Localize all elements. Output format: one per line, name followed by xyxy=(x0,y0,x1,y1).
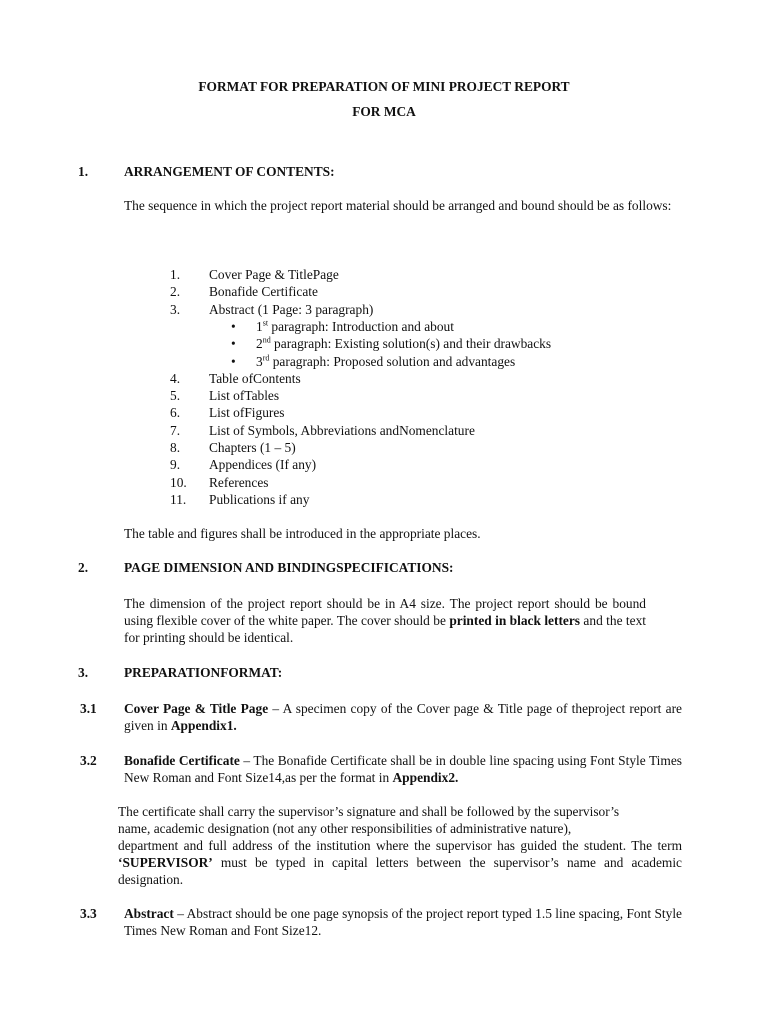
section-2-bold-text: printed in black letters xyxy=(449,613,581,628)
contents-item-label: Appendices (If any) xyxy=(209,457,317,473)
contents-item-number: 5. xyxy=(170,388,181,404)
bullet-icon: • xyxy=(231,336,236,352)
section-3-heading: PREPARATIONFORMAT: xyxy=(124,665,283,680)
contents-item-number: 2. xyxy=(170,284,181,300)
subsection-3-1-title: Cover Page & Title Page xyxy=(124,701,269,716)
section-2-number: 2. xyxy=(78,560,89,575)
contents-item-number: 6. xyxy=(170,405,181,421)
subsection-3-2-paragraph xyxy=(124,752,682,786)
subsection-3-1-number: 3.1 xyxy=(80,701,97,716)
subsection-3-2-number: 3.2 xyxy=(80,753,97,768)
contents-item-label: List ofTables xyxy=(209,388,280,404)
bullet-icon: • xyxy=(231,318,236,334)
section-2-heading: PAGE DIMENSION AND BINDINGSPECIFICATIONS: xyxy=(124,560,454,575)
contents-item-number: 1. xyxy=(170,267,181,282)
certificate-text-b: must be typed in capital letters between the supervisor’s name and academic designation. xyxy=(118,855,682,887)
certificate-text-a: department and full address of the institution where the supervisor has guided the student. The term xyxy=(118,838,682,853)
contents-item-number: 7. xyxy=(170,422,181,438)
bullet-text: paragraph: Introduction and about xyxy=(268,318,454,334)
section-1-number: 1. xyxy=(78,164,89,179)
subsection-3-1-paragraph xyxy=(124,700,682,734)
bullet-text: paragraph: Existing solution(s) and their drawbacks xyxy=(270,336,552,352)
bullet-ordinal-number: 2 xyxy=(256,336,263,352)
contents-item-label: Chapters (1 – 5) xyxy=(209,440,296,455)
bullet-ordinal-suffix: nd xyxy=(262,335,271,345)
section-1-intro: The sequence in which the project report material should be arranged and bound should be as follows: xyxy=(124,198,672,213)
contents-item-label: References xyxy=(209,474,269,490)
bullet-ordinal-number: 3 xyxy=(256,353,263,369)
section-1-closing: The table and figures shall be introduced in the appropriate places. xyxy=(124,526,481,541)
contents-item-label: List of Symbols, Abbreviations andNomenclature xyxy=(209,422,475,438)
subsection-3-1-appendix-ref: Appendix1. xyxy=(170,718,237,733)
section-2-paragraph xyxy=(124,595,646,646)
abstract-paragraph-bullet xyxy=(256,318,454,335)
subsection-3-3-title: Abstract xyxy=(124,906,174,921)
contents-item-number: 4. xyxy=(170,370,181,386)
certificate-paragraph-rest xyxy=(118,837,682,888)
subsection-3-1-text: – A specimen copy of the Cover page & Title page of theproject report are given in xyxy=(124,701,682,733)
certificate-line-2: name, academic designation (not any other responsibilities of administrative nature), xyxy=(118,821,572,836)
bullet-text: paragraph: Proposed solution and advantages xyxy=(269,353,516,369)
contents-item-number: 10. xyxy=(170,474,187,490)
subsection-3-3-text: – Abstract should be one page synopsis of the project report typed 1.5 line spacing, Font Style Times New Roman and Font Size12. xyxy=(124,906,682,938)
abstract-paragraph-bullet xyxy=(256,353,515,370)
abstract-paragraph-bullet xyxy=(256,335,551,352)
contents-item-number: 8. xyxy=(170,440,181,455)
subsection-3-3-paragraph xyxy=(124,905,682,939)
certificate-supervisor-term: ‘SUPERVISOR’ xyxy=(118,855,213,870)
document-title: FORMAT FOR PREPARATION OF MINI PROJECT REPORT xyxy=(198,79,570,94)
contents-item-number: 11. xyxy=(170,491,187,507)
contents-item-number: 9. xyxy=(170,457,181,473)
section-3-number: 3. xyxy=(78,665,89,680)
bullet-ordinal-number: 1 xyxy=(256,318,263,334)
section-1-heading: ARRANGEMENT OF CONTENTS: xyxy=(124,164,335,179)
bullet-ordinal-suffix: st xyxy=(262,318,269,328)
subsection-3-3-number: 3.3 xyxy=(80,906,97,921)
contents-item-label: Publications if any xyxy=(209,491,310,507)
contents-item-label: Cover Page & TitlePage xyxy=(209,267,339,282)
contents-item-label: Bonafide Certificate xyxy=(209,284,318,300)
bullet-icon: • xyxy=(231,353,236,369)
section-2-text-b: and the text for printing should be identical. xyxy=(124,613,646,645)
subsection-3-2-title: Bonafide Certificate xyxy=(124,753,240,768)
bullet-ordinal-suffix: rd xyxy=(262,353,270,363)
section-2-text-a: The dimension of the project report should be in A4 size. The project report should be bound using flexible cover of the white paper. The cover should be xyxy=(124,596,646,628)
contents-item-number: 3. xyxy=(170,301,181,317)
document-subtitle: FOR MCA xyxy=(352,104,416,119)
contents-item-label: List ofFigures xyxy=(209,405,285,421)
subsection-3-2-text: – The Bonafide Certificate shall be in double line spacing using Font Style Times New Roman and Font Size14,as per the format in xyxy=(124,753,682,785)
contents-item-label: Abstract (1 Page: 3 paragraph) xyxy=(209,301,374,317)
certificate-line-1: The certificate shall carry the supervisor’s signature and shall be followed by the supervisor’s xyxy=(118,804,620,819)
subsection-3-2-appendix-ref: Appendix2. xyxy=(392,770,459,785)
contents-item-label: Table ofContents xyxy=(209,370,301,386)
